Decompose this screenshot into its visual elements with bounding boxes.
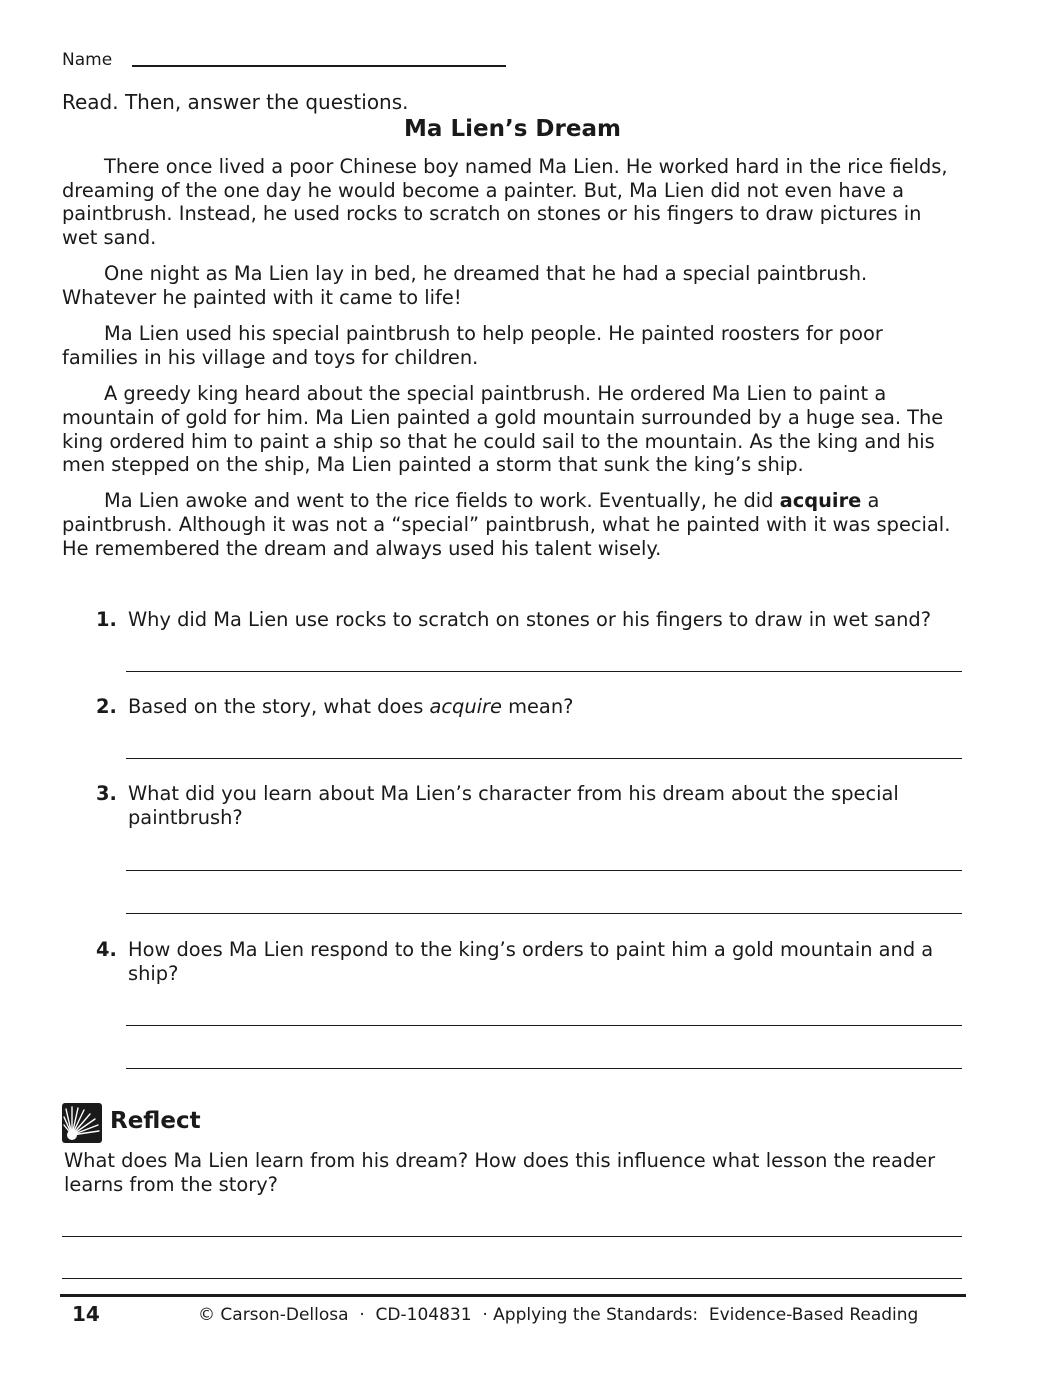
answer-line-reflect-a[interactable]: [62, 1236, 962, 1237]
question-4: [96, 938, 966, 986]
question-text: What did you learn about Ma Lien’s character from his dream about the special paintbrush?: [128, 782, 899, 829]
paragraph-text: a paintbrush. Although it was not a “special” paintbrush, what he painted with it was special. He remembered the dream and always used his talent wisely.: [62, 489, 951, 560]
question-text: [128, 695, 966, 719]
question-number: 2.: [96, 695, 117, 718]
vocabulary-word: acquire: [779, 489, 862, 513]
instructions: Read. Then, answer the questions.: [62, 90, 409, 114]
reading-passage: [62, 155, 952, 573]
passage-paragraph: A greedy king heard about the special paintbrush. He ordered Ma Lien to paint a mountain of gold for him. Ma Lien painted a gold mountain surrounded by a huge sea. The king ordered him to paint a ship so that he could sail to the mountain. As the king and his men stepped on the ship, Ma Lien painted a storm that sunk the king’s ship.: [62, 382, 944, 477]
question-number: 4.: [96, 938, 117, 961]
footer-credits: © Carson-Dellosa · CD-104831 · Applying the Standards: Evidence-Based Reading: [198, 1305, 919, 1325]
passage-title: Ma Lien’s Dream: [404, 116, 621, 142]
question-text: How does Ma Lien respond to the king’s orders to paint him a gold mountain and a ship?: [128, 938, 934, 985]
answer-line-q3a[interactable]: [126, 870, 962, 871]
answer-line-q4a[interactable]: [126, 1025, 962, 1026]
question-3: [96, 782, 966, 830]
question-text-part: mean?: [501, 695, 574, 718]
page-number: 14: [72, 1302, 100, 1326]
question-italic-word: acquire: [429, 695, 502, 718]
answer-line-q3b[interactable]: [126, 913, 962, 914]
reflect-heading: Reflect: [110, 1108, 201, 1134]
passage-paragraph: [62, 489, 952, 560]
passage-paragraph: One night as Ma Lien lay in bed, he dreamed that he had a special paintbrush. Whatever he painted with it came to life!: [62, 262, 868, 310]
answer-line-q2[interactable]: [126, 758, 962, 759]
passage-paragraph: Ma Lien used his special paintbrush to help people. He painted roosters for poor families in his village and toys for children.: [62, 322, 883, 369]
question-text: Why did Ma Lien use rocks to scratch on stones or his fingers to draw in wet sand?: [128, 608, 932, 631]
question-number: 1.: [96, 608, 117, 631]
passage-paragraph: There once lived a poor Chinese boy named Ma Lien. He worked hard in the rice fields, dreaming of the one day he would become a painter. But, Ma Lien did not even have a paintbrush. Instead, he used rocks to scratch on stones or his fingers to draw pictures in wet sand.: [62, 155, 948, 250]
name-answer-line[interactable]: [132, 65, 506, 67]
answer-line-reflect-b[interactable]: [62, 1278, 962, 1279]
reflect-prompt: What does Ma Lien learn from his dream? How does this influence what lesson the reader learns from the story?: [64, 1149, 936, 1196]
paragraph-text: Ma Lien awoke and went to the rice fields to work. Eventually, he did: [104, 489, 780, 513]
name-label: Name: [62, 50, 113, 70]
question-2: [96, 695, 966, 719]
answer-line-q4b[interactable]: [126, 1068, 962, 1069]
answer-line-q1[interactable]: [126, 671, 962, 672]
question-text-part: Based on the story, what does: [128, 695, 430, 718]
footer-divider: [60, 1294, 966, 1297]
question-number: 3.: [96, 782, 117, 805]
question-1: [96, 608, 966, 632]
starburst-icon: [62, 1103, 102, 1143]
